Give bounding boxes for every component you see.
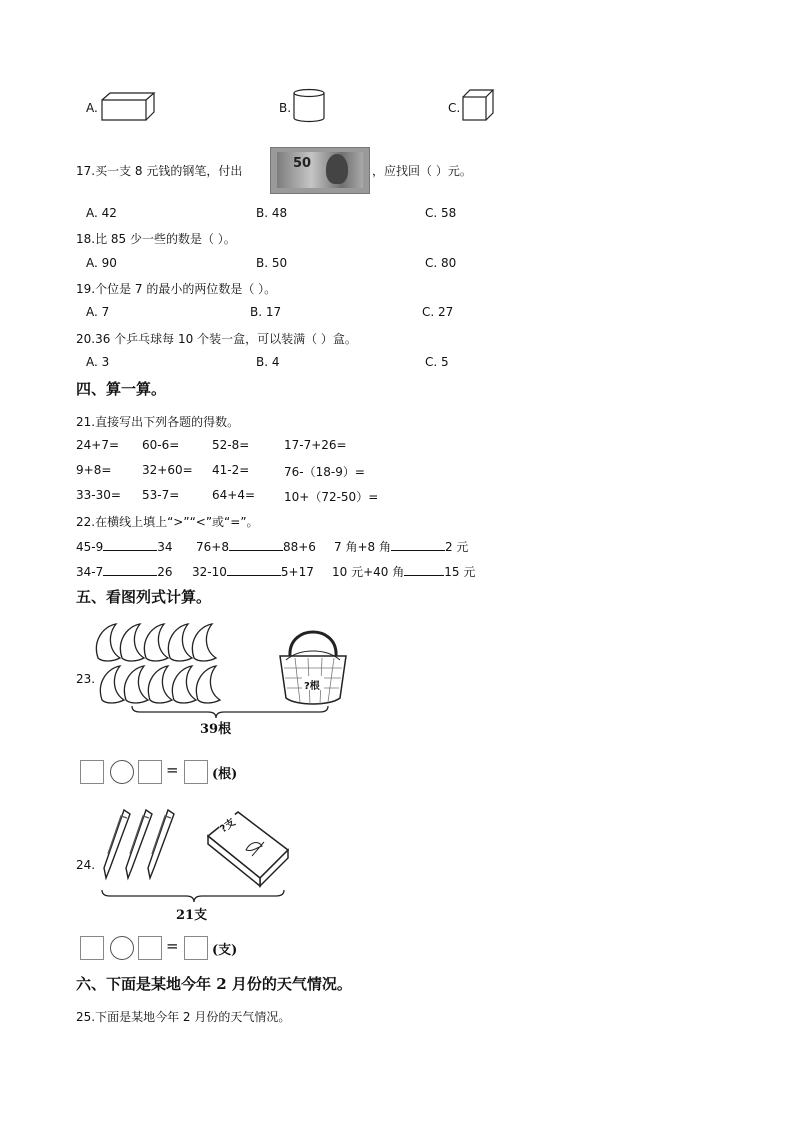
compare-item: 7 角+8 角 2 元	[334, 540, 469, 554]
option-c-label: C.	[448, 101, 461, 115]
answer-blank[interactable]	[229, 538, 283, 551]
cuboid-shape	[100, 90, 160, 124]
q20-option-a: A. 3	[86, 355, 110, 369]
equals-sign: =	[166, 937, 179, 955]
q18-option-b: B. 50	[256, 256, 288, 270]
pen-figure	[96, 806, 296, 918]
cylinder-shape	[293, 88, 329, 124]
q24-number: 24.	[76, 858, 96, 872]
compare-item: 34-7 26	[76, 565, 173, 579]
answer-blank[interactable]	[227, 563, 281, 576]
compare-item: 76+8 88+6	[196, 540, 316, 554]
portrait-icon	[326, 154, 348, 184]
pen-icon	[104, 810, 174, 878]
answer-blank[interactable]	[103, 538, 157, 551]
operator-circle[interactable]	[110, 936, 134, 960]
answer-blank[interactable]	[391, 538, 445, 551]
answer-blank[interactable]	[404, 563, 444, 576]
calc-item: 9+8=	[76, 463, 112, 477]
compare-item: 45-9 34	[76, 540, 173, 554]
q20-option-c: C. 5	[425, 355, 449, 369]
q17-option-a: A. 42	[86, 206, 117, 220]
box-label: ?支	[218, 817, 238, 836]
compare-item: 32-10 5+17	[192, 565, 314, 579]
calc-item: 41-2=	[212, 463, 250, 477]
option-a-label: A.	[86, 101, 98, 115]
q20-option-b: B. 4	[256, 355, 280, 369]
basket-label: ?根	[304, 681, 320, 692]
calc-item: 33-30=	[76, 488, 121, 502]
q18-option-c: C. 80	[425, 256, 457, 270]
q17-option-c: C. 58	[425, 206, 457, 220]
q20-text: 20.36 个乒乓球每 10 个装一盒，可以装满（ ）盒。	[76, 332, 357, 346]
calc-item: 10+（72-50）=	[284, 490, 379, 504]
q17-text-after: ，应找回（ ）元。	[372, 164, 472, 178]
banknote-value: 50	[293, 156, 312, 171]
calc-item: 52-8=	[212, 438, 250, 452]
q18-option-a: A. 90	[86, 256, 117, 270]
answer-box[interactable]	[80, 760, 104, 784]
q17-option-b: B. 48	[256, 206, 288, 220]
calc-item: 76-（18-9）=	[284, 465, 365, 479]
section-5-title: 五、看图列式计算。	[76, 588, 212, 606]
section-6-title: 六、下面是某地今年 2 月份的天气情况。	[76, 975, 352, 993]
answer-box[interactable]	[184, 760, 208, 784]
calc-item: 17-7+26=	[284, 438, 347, 452]
answer-box[interactable]	[80, 936, 104, 960]
q18-text: 18.比 85 少一些的数是（ ）。	[76, 232, 236, 246]
q25-text: 25.下面是某地今年 2 月份的天气情况。	[76, 1010, 291, 1024]
compare-item: 10 元+40 角 15 元	[332, 565, 476, 579]
section-4-title: 四、算一算。	[76, 380, 167, 398]
answer-box[interactable]	[138, 760, 162, 784]
q19-text: 19.个位是 7 的最小的两位数是（ ）。	[76, 282, 277, 296]
q17-text-before: 17.买一支 8 元钱的钢笔，付出	[76, 164, 243, 178]
q23-number: 23.	[76, 672, 96, 686]
q19-option-b: B. 17	[250, 305, 282, 319]
q24-unit: (支)	[212, 943, 238, 958]
calc-item: 53-7=	[142, 488, 180, 502]
answer-box[interactable]	[138, 936, 162, 960]
q22-text: 22.在横线上填上“>”“<”或“=”。	[76, 515, 259, 529]
basket-icon	[280, 632, 346, 704]
cube-shape	[462, 89, 498, 125]
calc-item: 64+4=	[212, 488, 256, 502]
q19-option-a: A. 7	[86, 305, 110, 319]
answer-box[interactable]	[184, 936, 208, 960]
calc-item: 32+60=	[142, 463, 193, 477]
equals-sign: =	[166, 761, 179, 779]
operator-circle[interactable]	[110, 760, 134, 784]
q23-unit: (根)	[212, 767, 238, 782]
q24-total: 21支	[176, 908, 208, 923]
q19-option-c: C. 27	[422, 305, 454, 319]
q23-total: 39根	[200, 722, 232, 737]
calc-item: 24+7=	[76, 438, 120, 452]
banknote-image	[270, 147, 370, 194]
q21-text: 21.直接写出下列各题的得数。	[76, 415, 240, 429]
answer-blank[interactable]	[103, 563, 157, 576]
option-b-label: B.	[279, 101, 292, 115]
calc-item: 60-6=	[142, 438, 180, 452]
